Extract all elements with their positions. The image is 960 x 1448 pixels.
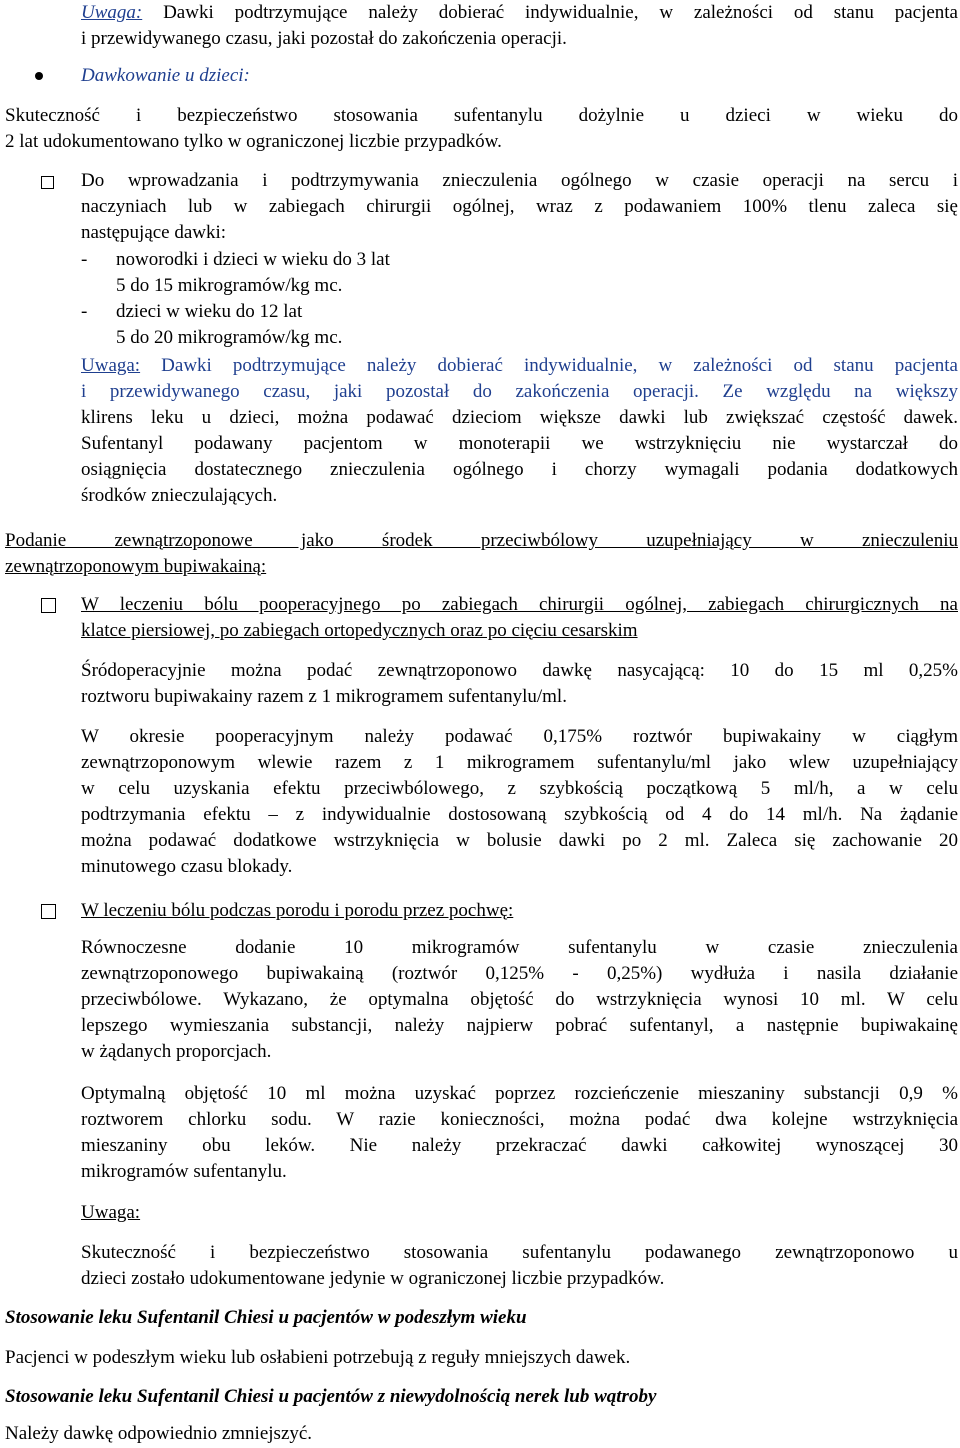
subheading-postoperative-cont: klatce piersiowej, po zabiegach ortopedycznych oraz po cięciu cesarskim xyxy=(81,620,638,641)
text-line: następujące dawki: xyxy=(81,222,227,243)
checkbox-icon xyxy=(41,176,54,189)
text-line: Pacjenci w podeszłym wieku lub osłabieni potrzebują z reguły mniejszych dawek. xyxy=(5,1347,631,1368)
text-line: 2 lat udokumentowano tylko w ograniczonej liczbie przypadków. xyxy=(5,131,502,152)
dose-group: dzieci w wieku do 12 lat xyxy=(116,301,303,322)
text-line: roztworem chlorku sodu. W razie konieczności, można podać dwa kolejne wstrzyknięcia xyxy=(81,1109,958,1130)
section-heading-elderly: Stosowanie leku Sufentanil Chiesi u pacjentów w podeszłym wieku xyxy=(5,1307,527,1328)
text-line: zewnątrzoponowego bupiwakainą (roztwór 0,125% - 0,25%) wydłuża i nasila działanie xyxy=(81,963,958,984)
text-line: minutowego czasu blokady. xyxy=(81,856,293,877)
note-label: Uwaga: xyxy=(81,355,141,376)
subheading-postoperative: W leczeniu bólu pooperacyjnego po zabiegach chirurgii ogólnej, zabiegach chirurgicznych na xyxy=(81,594,958,615)
dose-value: 5 do 20 mikrogramów/kg mc. xyxy=(116,327,343,348)
text-line: osiągnięcia dostatecznego znieczulenia ogólnego i chorzy wymagali podania dodatkowych xyxy=(81,459,958,480)
note-label: Uwaga: xyxy=(81,2,143,23)
text-line: Równoczesne dodanie 10 mikrogramów sufentanylu w czasie znieczulenia xyxy=(81,937,958,958)
checkbox-icon xyxy=(41,904,56,919)
text-line: W okresie pooperacyjnym należy podawać 0,175% roztwór bupiwakainy w ciągłym xyxy=(81,726,958,747)
note-text: Dawki podtrzymujące należy dobierać indywidualnie, w zależności od stanu pacjenta xyxy=(140,355,958,376)
dose-value: 5 do 15 mikrogramów/kg mc. xyxy=(116,275,343,296)
text-line: środków znieczulających. xyxy=(81,485,278,506)
text-line: Skuteczność i bezpieczeństwo stosowania sufentanylu dożylnie u dzieci w wieku do xyxy=(5,105,958,126)
text-line: dzieci zostało udokumentowane jedynie w ograniczonej liczbie przypadków. xyxy=(81,1268,665,1289)
text-line: i przewidywanego czasu, jaki pozostał do zakończenia operacji. Ze względu na większy xyxy=(81,381,958,402)
text-line: Sufentanyl podawany pacjentom w monoterapii we wstrzyknięciu nie wystarczał do xyxy=(81,433,958,454)
note-line xyxy=(81,0,958,26)
text-line: Optymalną objętość 10 ml można uzyskać poprzez rozcieńczenie mieszaniny substancji 0,9 % xyxy=(81,1083,958,1104)
text-line: można podawać dodatkowe wstrzyknięcia w bolusie dawki po 2 ml. Zaleca się zachowanie 20 xyxy=(81,830,958,851)
text-line: naczyniach lub w zabiegach chirurgii ogólnej, wraz z podawaniem 100% tlenu zaleca się xyxy=(81,196,958,217)
checkbox-icon xyxy=(41,598,56,613)
note-label: Uwaga: xyxy=(81,1202,141,1223)
section-heading-renal-hepatic: Stosowanie leku Sufentanil Chiesi u pacjentów z niewydolnością nerek lub wątroby xyxy=(5,1386,657,1407)
text-line: w celu uzyskania efektu przeciwbólowego, z szybkością początkową 5 ml/h, a w celu xyxy=(81,778,958,799)
text-line: Śródoperacyjnie można podać zewnątrzoponowo dawkę nasycającą: 10 do 15 ml 0,25% xyxy=(81,660,958,681)
section-heading-epidural-cont: zewnątrzoponowym bupiwakainą: xyxy=(5,556,267,577)
bullet xyxy=(35,72,43,80)
subheading-labour: W leczeniu bólu podczas porodu i porodu przez pochwę: xyxy=(81,900,514,921)
text-line: mikrogramów sufentanylu. xyxy=(81,1161,287,1182)
text-line: Skuteczność i bezpieczeństwo stosowania sufentanylu podawanego zewnątrzoponowo u xyxy=(81,1242,958,1263)
dose-group: noworodki i dzieci w wieku do 3 lat xyxy=(116,249,390,270)
section-heading-children: Dawkowanie u dzieci: xyxy=(81,65,250,86)
section-heading-epidural: Podanie zewnątrzoponowe jako środek przeciwbólowy uzupełniający w znieczuleniu xyxy=(5,530,958,551)
note-text: Dawki podtrzymujące należy dobierać indywidualnie, w zależności od stanu pacjenta xyxy=(142,2,958,23)
text-line: lepszego wymieszania substancji, należy najpierw pobrać sufentanyl, a następnie bupiwakainę xyxy=(81,1015,958,1036)
text-line: przeciwbólowe. Wykazano, że optymalna objętość do wstrzyknięcia wynosi 10 ml. W celu xyxy=(81,989,958,1010)
dash: - xyxy=(81,249,88,270)
text-line: klirens leku u dzieci, można podawać dzieciom większe dawki lub zwiększać częstość dawek. xyxy=(81,407,958,428)
text-line: Należy dawkę odpowiednio zmniejszyć. xyxy=(5,1423,313,1444)
text-line: w żądanych proporcjach. xyxy=(81,1041,272,1062)
text-line: Do wprowadzania i podtrzymywania znieczulenia ogólnego w czasie operacji na sercu i xyxy=(81,170,958,191)
text-line: zewnątrzoponowym wlewie razem z 1 mikrogramem sufentanylu/ml jako wlew uzupełniający xyxy=(81,752,958,773)
text-line: mieszaniny obu leków. Nie należy przekraczać dawki całkowitej wynoszącej 30 xyxy=(81,1135,958,1156)
note-line xyxy=(81,353,958,379)
text-line: roztworu bupiwakainy razem z 1 mikrogramem sufentanylu/ml. xyxy=(81,686,567,707)
text-line: podtrzymania efektu – z indywidualnie dostosowaną szybkością od 4 do 14 ml/h. Na żądanie xyxy=(81,804,958,825)
dash: - xyxy=(81,301,88,322)
text-line: i przewidywanego czasu, jaki pozostał do zakończenia operacji. xyxy=(81,28,567,49)
